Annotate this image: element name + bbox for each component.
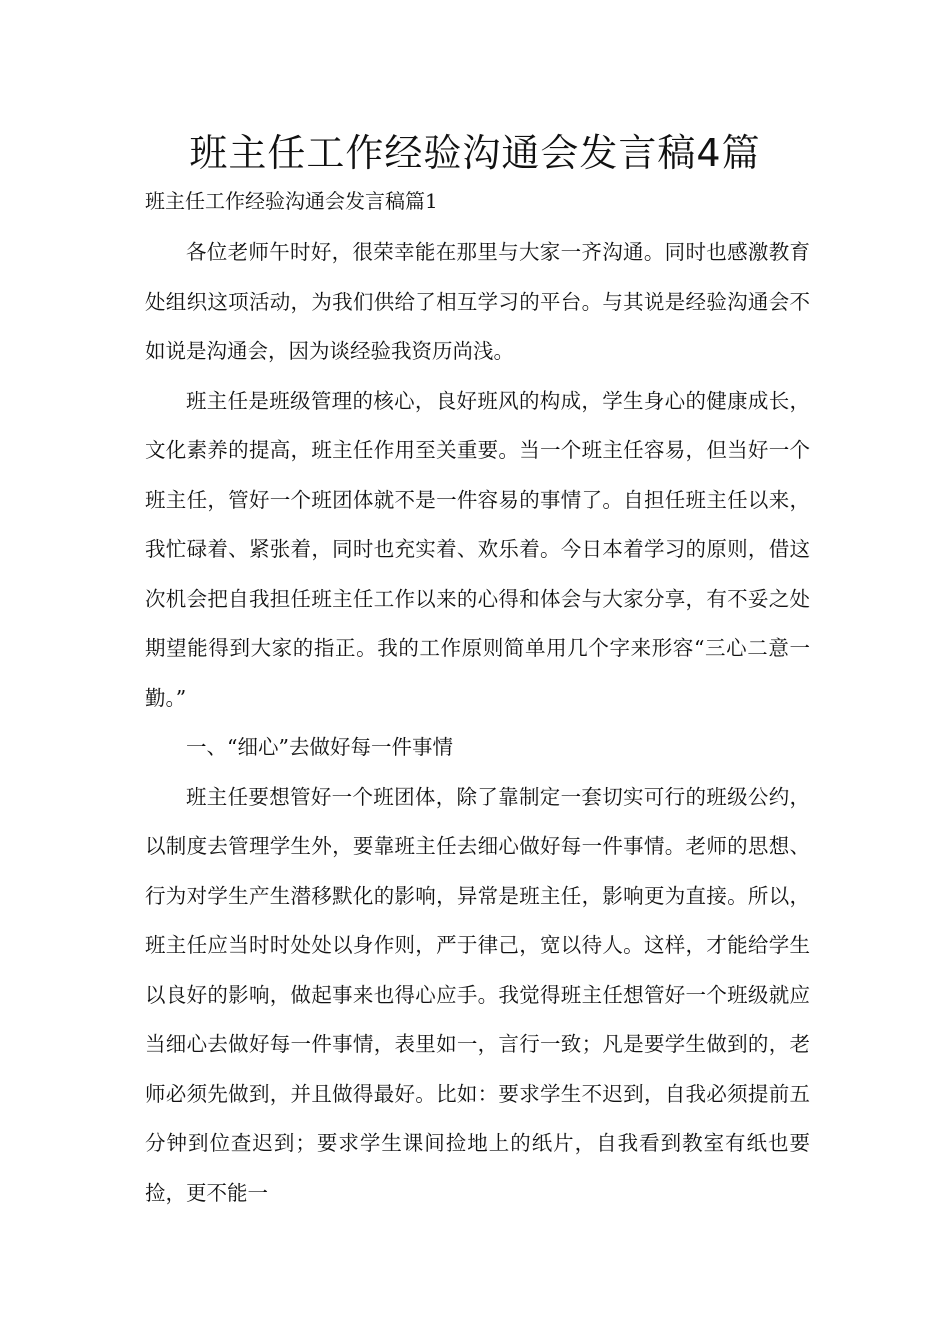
paragraph-section-1: 班主任要想管好一个班团体，除了靠制定一套切实可行的班级公约，以制度去管理学生外，要靠班主任去细心做好每一件事情。老师的思想、行为对学生产生潜移默化的影响，异常是班主任，影响更为直接。所以，班主任应当时时处处以身作则，严于律己，宽以待人。这样，才能给学生以良好的影响，做起事来也得心应手。我觉得班主任想管好一个班级就应当细心去做好每一件事情，表里如一，言行一致；凡是要学生做到的，老师必须先做到，并且做得最好。比如：要求学生不迟到，自我必须提前五分钟到位查迟到；要求学生课间捡地上的纸片，自我看到教室有纸也要捡，更不能一 [145,784,810,1205]
document-subtitle: 班主任工作经验沟通会发言稿篇1 [145,189,438,213]
document-title: 班主任工作经验沟通会发言稿4篇 [189,131,761,175]
paragraph-role: 班主任是班级管理的核心，良好班风的构成，学生身心的健康成长，文化素养的提高，班主任作用至关重要。当一个班主任容易，但当好一个班主任，管好一个班团体就不是一件容易的事情了。自担任班主任以来，我忙碌着、紧张着，同时也充实着、欢乐着。今日本着学习的原则，借这次机会把自我担任班主任工作以来的心得和体会与大家分享，有不妥之处期望能得到大家的指正。我的工作原则简单用几个字来形容“三心二意一勤。” [145,388,810,710]
document-body [145,228,810,1218]
paragraph-greeting: 各位老师午时好，很荣幸能在那里与大家一齐沟通。同时也感激教育处组织这项活动，为我们供给了相互学习的平台。与其说是经验沟通会不如说是沟通会，因为谈经验我资历尚浅。 [145,240,810,363]
section-heading-1: 一、“细心”去做好每一件事情 [186,735,453,759]
